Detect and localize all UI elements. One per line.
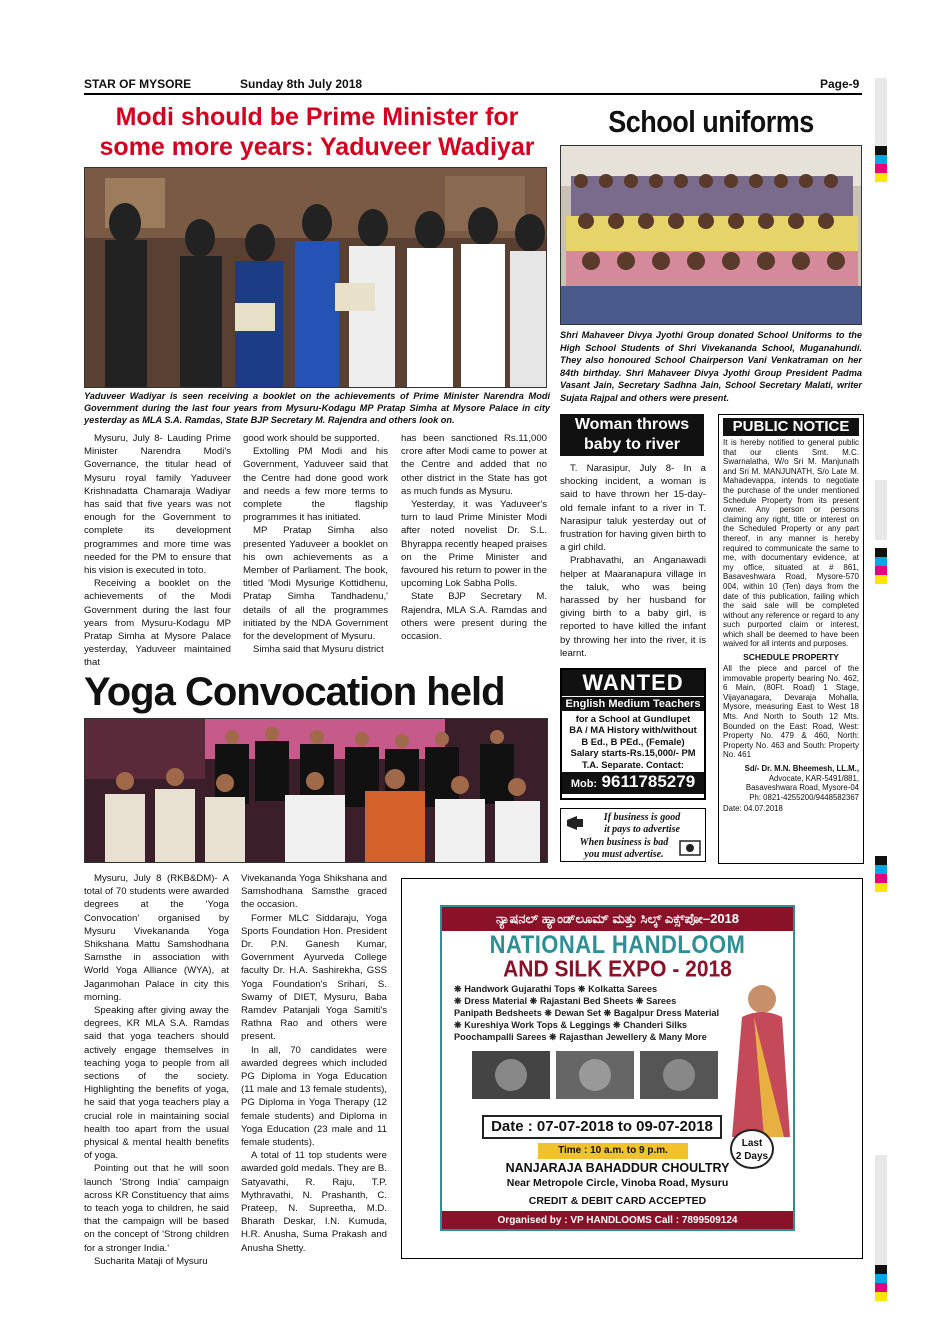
wanted-line2: BA / MA History with/without — [569, 724, 697, 736]
modi-col3-para1: has been sanctioned Rs.11,000 crore after Modi came to power at the Centre and added that no other district in the State has got as much funds as Mysuru. — [401, 433, 547, 497]
expo-items-3: Panipath Bedsheets ❋ Dewan Set ❋ Bagalpur Dress Material — [454, 1008, 720, 1018]
modi-col1-para1: Mysuru, July 8- Lauding Prime Minister Narendra Modi's Governance, the titular head of Mysuru royal family Yaduveer Krishnadatta Chamaraja Wadiyar has said that five years was not enough for the Government to complete its development programmes and more time was needed for the PM to ensure that his vision is executed in toto. — [84, 433, 231, 577]
notice-signature-4: Ph: 0821-4255200/9448582367 — [749, 792, 859, 802]
business-line4: you must advertise. — [584, 848, 664, 860]
notice-signature-1: Sd/- Dr. M.N. Bheemesh, LL.M., — [744, 764, 859, 773]
expo-model-illustration — [724, 977, 794, 1137]
header-rule — [84, 93, 862, 95]
wanted-ad — [560, 668, 706, 800]
modi-col2-para3: MP Pratap Simha also presented Yaduveer a booklet on his own achievements as a Member of Parliament. The book, titled 'Modi Mysurige Kottidhenu, Pratap Simha Tandhadenu,' details of all the programmes initiated by the NDA Government for the development of Mysuru. — [243, 525, 388, 643]
yoga-photo — [84, 718, 548, 863]
notice-signature-3: Basaveshwara Road, Mysore-04 — [745, 783, 859, 793]
schedule-body: All the piece and parcel of the immovable property bearing No. 462, 6 Main, (80Ft. Road) 1 Stage, Vijayanagara, Devaraja Mohalla, Mysore, measuring East to West 18 Mts. And North to South 12 Mts. Bounded on the East: Road, West: Property No. 479 & 460, North: Property No. 463 and South: Property No. 461 — [723, 664, 859, 760]
yoga-headline: Yoga Convocation held — [84, 670, 505, 714]
expo-items-5: Poochampalli Sarees ❋ Rajasthan Jewellery & Many More — [454, 1032, 707, 1042]
wanted-line4: Salary starts-Rs.15,000/- PM — [570, 747, 696, 759]
yoga-col2-para2: Former MLC Siddaraju, Yoga Sports Foundation Hon. President Dr. P.N. Ganesh Kumar, Government Ayurveda College faculty Dr. H.A. Sashirekha, GSS Yoga Foundation's Srihari, S. Swamy of DIET, Mysuru, Baba Ramdev Patanjali Yoga Samiti's Rathna Rao and others were present. — [241, 912, 387, 1043]
modi-col3-para3: State BJP Secretary M. Rajendra, MLA S.A. Ramdas and others were present during the occasion. — [401, 591, 547, 643]
masthead: STAR OF MYSORE — [84, 77, 192, 91]
yoga-column-1 — [84, 872, 229, 1268]
public-notice-title: PUBLIC NOTICE — [723, 418, 859, 436]
expo-ad — [440, 905, 795, 1231]
modi-col1-para2: Receiving a booklet on the achievements of the Modi Government during the last four years from Mysuru-Kodagu MP Pratap Simha at Mysore Palace yesterday, Yaduveer maintained that — [84, 578, 231, 669]
expo-items-1: ❋ Handwork Gujarathi Tops ❋ Kolkatta Sarees — [454, 984, 658, 994]
modi-headline-line1: Modi should be Prime Minister for — [115, 103, 519, 131]
notice-date: Date: 04.07.2018 — [723, 804, 783, 814]
uniforms-photo — [560, 145, 862, 325]
woman-headline-box — [560, 414, 704, 456]
modi-column-3 — [401, 432, 547, 643]
expo-title-line2: AND SILK EXPO - 2018 — [503, 956, 732, 983]
yoga-col1-para1: Mysuru, July 8 (RKB&DM)- A total of 70 students were awarded degrees at the 'Yoga Convocation' organised by Mysuru Vivekananda Yoga Shikshana Mattu Samshodhana Samsthe in association with World Yoga Alliance (WYA), at Jaganmohan Palace in city this morning. — [84, 873, 229, 1003]
business-line1: If business is good — [603, 812, 681, 823]
yoga-col1-para3: Pointing out that he will soon launch 'Strong India' campaign across KR Constituency that aims to teach yoga to children, he said that the campaign will be based on the concept of 'Strong children for a stronger India.' — [84, 1163, 229, 1254]
registration-bar-2 — [875, 480, 887, 540]
woman-headline-line1: Woman throws — [574, 416, 690, 433]
expo-organiser: Organised by : VP HANDLOOMS Call : 7899509124 — [442, 1211, 793, 1231]
modi-col2-para4: Simha said that Mysuru district — [253, 644, 384, 656]
yoga-col1-para2: Speaking after giving away the degrees, KR MLA S.A. Ramdas said that yoga teachers should actively engage themselves in teaching yoga to people from all sections of the society. Highlighting the benefits of yoga, he said that yoga teachers play a crucial role in maintaining social health too apart from the usual physical & mental health benefits of yoga. — [84, 1005, 229, 1162]
woman-headline-line2: baby to river — [583, 436, 681, 453]
modi-photo-illustration — [85, 168, 547, 388]
expo-last-line1: Last — [741, 1138, 763, 1149]
registration-marks-4 — [875, 1265, 887, 1301]
woman-para2: Prabhavathi, an Anganawadi helper at Maaranapura village in the taluk, who was being harassed by her husband for giving birth to a baby girl, is reported to have killed the infant by throwing her into the river, it is learnt. — [560, 555, 706, 659]
modi-headline — [84, 102, 550, 162]
registration-marks-3 — [875, 856, 887, 892]
yoga-col2-para3: In all, 70 candidates were awarded degrees which included PG Diploma in Yoga Education (11 male and 13 female students), PG Diploma in Yoga Therapy (12 female students) and Diploma in Yoga Education (23 male and 11 female students). — [241, 1044, 387, 1149]
modi-col2-para2: Extolling PM Modi and his Government, Yaduveer said that the Centre had done good work and needs a few more terms to complete the flagship programmes it has initiated. — [243, 446, 388, 524]
uniforms-headline: School uniforms — [608, 105, 814, 139]
uniforms-photo-illustration — [561, 146, 862, 325]
wanted-mob-number: 9611785279 — [601, 772, 696, 792]
yoga-column-2 — [241, 872, 387, 1255]
woman-para1: T. Narasipur, July 8- In a shocking incident, a woman is said to have thrown her 15-day-old female infant to a river in T. Narasipur taluk yesterday out of frustration for having given birth to a girl child. — [560, 463, 706, 554]
wanted-mob-label: Mob: — [570, 778, 598, 791]
business-line2: it pays to advertise — [604, 823, 680, 835]
megaphone-icon — [565, 813, 587, 833]
wanted-line1: for a School at Gundlupet — [575, 713, 691, 724]
schedule-title: SCHEDULE PROPERTY — [743, 652, 839, 663]
expo-items-4: ❋ Kureshiya Work Tops & Leggings ❋ Chanderi Silks — [454, 1020, 688, 1030]
expo-items-2: ❋ Dress Material ❋ Rajastani Bed Sheets ❋ Sarees — [454, 996, 677, 1006]
wanted-line5: T.A. Separate. Contact: — [581, 758, 685, 770]
registration-marks-1 — [875, 146, 887, 182]
wanted-title: WANTED — [562, 670, 704, 696]
wanted-mobile — [562, 772, 704, 794]
modi-column-1 — [84, 432, 231, 670]
modi-headline-line2: some more years: Yaduveer Wadiyar — [99, 133, 535, 161]
notice-signature-2: Advocate, KAR-5491/881, — [768, 773, 859, 783]
public-notice-body: It is hereby notified to general public that our clients Smt. M.C. Swarnalatha, W/o Sri M. Manjunath and Sri M. MANJUNATH, S/o Late M. Mahadevappa, intends to negotiate the purchase of the under mentioned Schedule Property from its present owner. Any person or persons claiming any right, title or interest on the Scheduled Property or any part thereof, in any manner is hereby required to communicate the same to me, with documentary evidence, at my office, situated at # 861, Basaveshwara Road, Mysore-570 004, within 10 (Ten) days from the date of this publication, failing which the said sale will be completed without any reference or regard to any such purported claim or interest, which shall be deemed to have been waived for all intents and purposes. — [723, 438, 859, 649]
expo-cards: CREDIT & DEBIT CARD ACCEPTED — [528, 1195, 707, 1207]
expo-venue: NANJARAJA BAHADDUR CHOULTRY — [505, 1161, 730, 1175]
yoga-col2-para1: Vivekananda Yoga Shikshana and Samshodhana Samsthe graced the occasion. — [241, 873, 387, 911]
business-ad — [560, 808, 706, 862]
modi-col2-para1: good work should be supported. — [243, 433, 380, 444]
registration-marks-2 — [875, 548, 887, 584]
money-icon — [679, 837, 701, 859]
uniforms-caption: Shri Mahaveer Divya Jyothi Group donated School Uniforms to the High School Students of Shri Vivekananda School, Muganahundi. They also honoured School Chairperson Vani Venkatraman on her 84th birthday. Shri Mahaveer Divya Jyothi Group President Padma Vasant Jain, Secretary Sadhna Jain, School Secretary Malati, writer Sujata Rajpal and others were present. — [560, 330, 862, 403]
page-number: Page-9 — [820, 77, 860, 91]
yoga-col2-para4: A total of 11 top students were awarded gold medals. They are B. Satyavathi, R. Raju, T.P. Mythravathi, N. Prashanth, C. Prateep, N. Supreetha, M.D. Bharath Deskar, I.N. Kumuda, H.R. Anusha, Suma Prakash and Anusha Shetty. — [241, 1150, 387, 1254]
public-notice — [718, 414, 864, 864]
registration-bar-3 — [875, 1155, 887, 1265]
yoga-col1-para4: Sucharita Mataji of Mysuru — [94, 1255, 208, 1267]
modi-col3-para2: Yesterday, it was Yaduveer's turn to laud Prime Minister Modi after noted novelist Dr. S.L. Bhyrappa recently heaped praises on the Prime Minister and favoured his return to power in the upcoming Lok Sabha Polls. — [401, 499, 547, 590]
expo-date: Date : 07-07-2018 to 09-07-2018 — [482, 1115, 722, 1139]
expo-title-line1: NATIONAL HANDLOOM — [489, 930, 746, 959]
woman-story-body — [560, 462, 706, 660]
expo-kannada-title: ನ್ಯಾಷನಲ್ ಹ್ಯಾಂಡ್‌ಲೂಮ್ ಮತ್ತು ಸಿಲ್ಕ್ ಎಕ್ಸ್‌ಪೋ–2018 — [442, 907, 793, 931]
wanted-subtitle: English Medium Teachers — [562, 697, 704, 711]
expo-time: Time : 10 a.m. to 9 p.m. — [538, 1143, 688, 1159]
modi-column-2 — [243, 432, 388, 656]
wanted-line3: B Ed., B PEd., (Female) — [581, 735, 685, 747]
expo-last-line2: 2 Days — [735, 1151, 769, 1162]
issue-date: Sunday 8th July 2018 — [240, 77, 363, 91]
yoga-photo-illustration — [85, 719, 548, 863]
modi-photo-caption: Yaduveer Wadiyar is seen receiving a booklet on the achievements of Prime Minister Narendra Modi Government during the last four years from Mysuru-Kodagu MP Pratap Simha at Mysore Palace in city yesterday as MLA S.A. Ramdas, State BJP Secretary M. Rajendra and others look on. — [84, 391, 550, 425]
registration-bar-top — [875, 78, 887, 146]
expo-address: Near Metropole Circle, Vinoba Road, Mysuru — [506, 1177, 729, 1189]
business-line3: When business is bad — [579, 837, 669, 848]
modi-photo — [84, 167, 547, 388]
expo-product-images — [472, 1047, 722, 1103]
